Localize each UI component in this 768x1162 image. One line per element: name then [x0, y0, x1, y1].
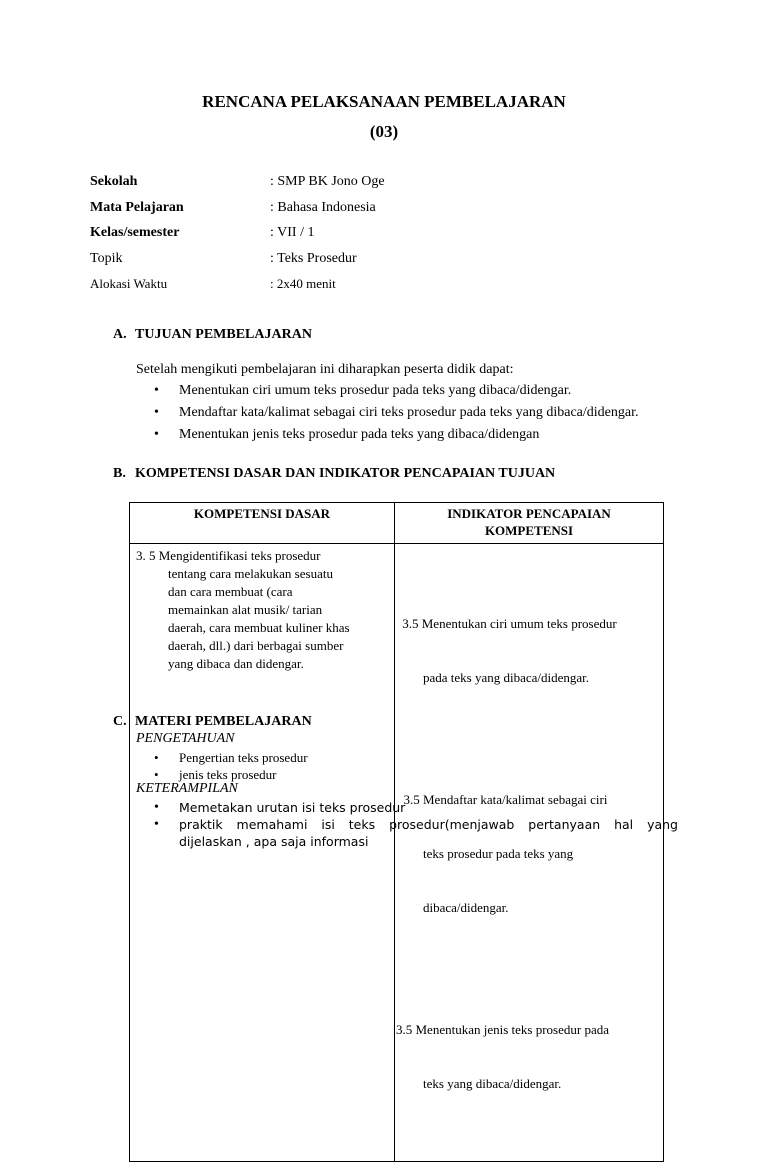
indicator-line: pada teks yang dibaca/didengar.: [423, 670, 590, 685]
info-value: : VII / 1: [270, 225, 315, 240]
bullet-icon: •: [154, 427, 159, 442]
indicator-line: 3.5 Menentukan jenis teks prosedur pada: [396, 1022, 610, 1037]
list-item-text: Pengertian teks prosedur: [179, 750, 308, 765]
list-item: [154, 424, 639, 446]
kd-line: daerah, cara membuat kuliner khas: [168, 620, 350, 635]
header-text: KOMPETENSI DASAR: [193, 506, 331, 521]
section-letter: C.: [113, 714, 127, 729]
section-a-intro: Setelah mengikuti pembelajaran ini diharapkan peserta didik dapat:: [136, 362, 514, 377]
list-item-text: dijelaskan , apa saja informasi: [179, 834, 369, 849]
bullet-icon: •: [154, 383, 159, 398]
list-item: [154, 749, 308, 766]
table-header-kd: [130, 503, 395, 544]
list-item: [154, 380, 639, 402]
info-value: : 2x40 menit: [270, 276, 336, 291]
bullet-icon: •: [154, 800, 159, 815]
indicator-line: teks yang dibaca/didengar.: [423, 1076, 562, 1091]
kd-line: dan cara membuat (cara: [168, 584, 293, 599]
indicator-cell: [395, 544, 664, 1162]
list-item-text: jenis teks prosedur: [179, 767, 277, 782]
info-label: Kelas/semester: [90, 225, 180, 240]
indicator-item: [395, 579, 663, 723]
section-title: TUJUAN PEMBELAJARAN: [135, 327, 312, 342]
document-number: (03): [369, 122, 399, 141]
pengetahuan-label: PENGETAHUAN: [136, 731, 235, 746]
header-text: KOMPETENSI: [484, 523, 574, 538]
info-value: : SMP BK Jono Oge: [270, 174, 385, 189]
kd-line: yang dibaca dan didengar.: [168, 656, 304, 671]
kd-line: tentang cara melakukan sesuatu: [168, 566, 333, 581]
section-title: MATERI PEMBELAJARAN: [135, 714, 312, 729]
section-c-heading: [113, 714, 312, 730]
kd-line: 3. 5 Mengidentifikasi teks prosedur: [136, 548, 321, 563]
kd-line: daerah, dll.) dari berbagai sumber: [168, 638, 344, 653]
indicator-line: dibaca/didengar.: [423, 900, 509, 915]
list-item: [154, 799, 678, 816]
section-letter: B.: [113, 466, 126, 481]
list-item-text: Menentukan ciri umum teks prosedur pada teks yang dibaca/didengar.: [179, 383, 572, 398]
list-item-text: Mendaftar kata/kalimat sebagai ciri teks prosedur pada teks yang dibaca/didengar.: [179, 405, 639, 420]
keterampilan-label: KETERAMPILAN: [136, 781, 238, 796]
objectives-list: [154, 380, 639, 446]
info-value: : Bahasa Indonesia: [270, 199, 376, 215]
table-header-row: [130, 503, 664, 544]
bullet-icon: •: [154, 405, 159, 420]
table-header-indicator: [395, 503, 664, 544]
indicator-line: 3.5 Menentukan ciri umum teks prosedur: [399, 616, 617, 631]
section-a-heading: [113, 327, 312, 343]
kd-line: memainkan alat musik/ tarian: [168, 602, 323, 617]
indicator-item: [395, 985, 663, 1129]
info-label: Topik: [90, 250, 123, 266]
list-item-text: praktik memahami isi teks prosedur(menjawab pertanyaan hal yang: [179, 817, 678, 832]
section-letter: A.: [113, 327, 127, 342]
section-b-heading: [113, 466, 555, 482]
list-item-text: Memetakan urutan isi teks prosedur: [179, 800, 406, 815]
kd-cell: [130, 544, 395, 1162]
pengetahuan-list: [154, 749, 308, 783]
info-label: Sekolah: [90, 174, 138, 189]
list-item-text: Menentukan jenis teks prosedur pada teks yang dibaca/didengan: [179, 427, 540, 442]
indicator-item: [395, 755, 663, 953]
bullet-icon: •: [154, 767, 159, 782]
section-title: KOMPETENSI DASAR DAN INDIKATOR PENCAPAIAN TUJUAN: [135, 466, 556, 481]
list-item: [154, 402, 639, 424]
bullet-icon: •: [154, 817, 159, 832]
indicator-line: 3.5 Mendaftar kata/kalimat sebagai ciri: [397, 792, 608, 807]
info-label: Alokasi Waktu: [90, 276, 168, 291]
info-value: : Teks Prosedur: [270, 250, 357, 266]
list-item: [154, 816, 678, 850]
header-text: INDIKATOR PENCAPAIAN: [447, 506, 611, 521]
keterampilan-list: [154, 799, 678, 850]
indicator-line: teks prosedur pada teks yang: [423, 846, 574, 861]
table-row: [130, 544, 664, 1162]
info-label: Mata Pelajaran: [90, 199, 184, 215]
bullet-icon: •: [154, 750, 159, 765]
document-title: RENCANA PELAKSANAAN PEMBELAJARAN: [202, 92, 566, 111]
